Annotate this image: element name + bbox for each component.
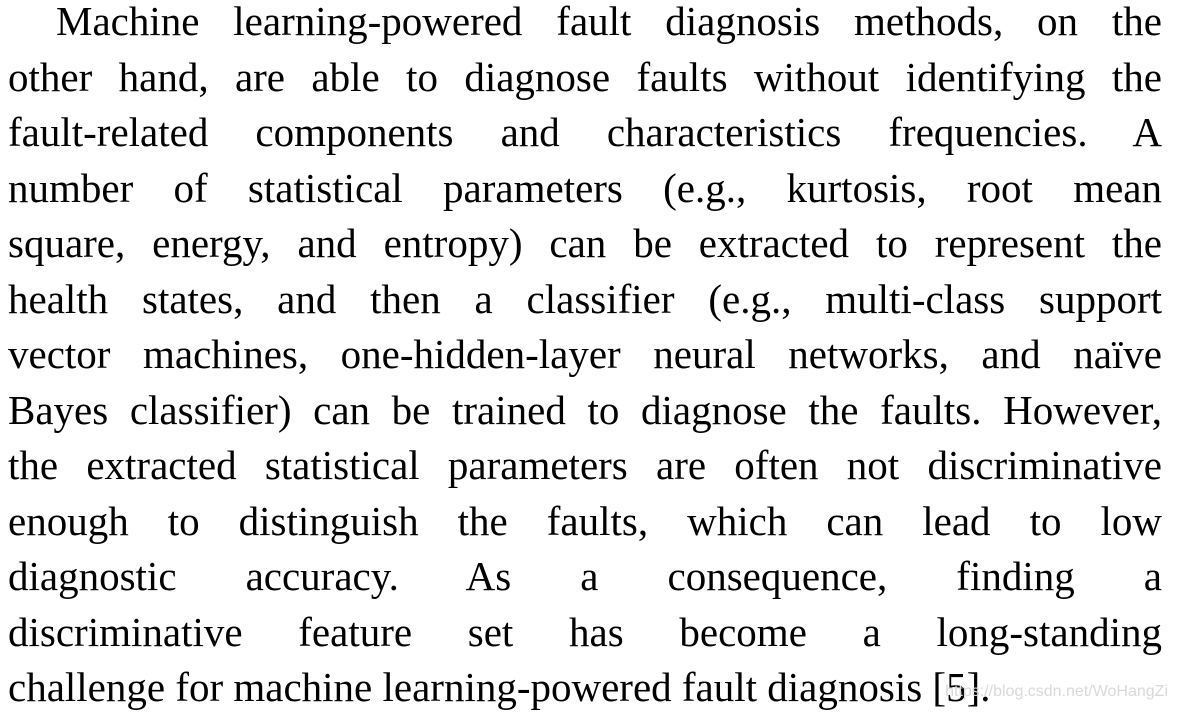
- paragraph-line-11: diagnostic accuracy. As a consequence, finding a: [8, 553, 1162, 599]
- paragraph-line-3: fault-related components and characteristics frequencies. A: [8, 109, 1162, 155]
- paragraph-line-6: health states, and then a classifier (e.g., multi-class support: [8, 275, 1162, 322]
- watermark: https://blog.csdn.net/WoHangZi: [945, 683, 1168, 700]
- paragraph-line-9: the extracted statistical parameters are often not discriminative: [8, 442, 1162, 488]
- body-paragraph: [8, 0, 1162, 716]
- paragraph-line-2: other hand, are able to diagnose faults without identifying the: [8, 53, 1162, 100]
- paragraph-line-8: Bayes classifier) can be trained to diagnose the faults. However,: [8, 386, 1162, 433]
- paragraph-line-12: discriminative feature set has become a long-standing: [8, 608, 1162, 655]
- paragraph-line-4: number of statistical parameters (e.g., kurtosis, root mean: [8, 164, 1162, 211]
- paragraph-line-10: enough to distinguish the faults, which can lead to low: [8, 497, 1162, 544]
- paragraph-line-7: vector machines, one-hidden-layer neural networks, and naïve: [8, 331, 1162, 377]
- paragraph-line-13: challenge for machine learning-powered fault diagnosis [5].: [8, 664, 991, 710]
- paragraph-line-5: square, energy, and entropy) can be extracted to represent the: [8, 220, 1162, 266]
- paragraph-line-1: Machine learning-powered fault diagnosis methods, on the: [56, 0, 1162, 44]
